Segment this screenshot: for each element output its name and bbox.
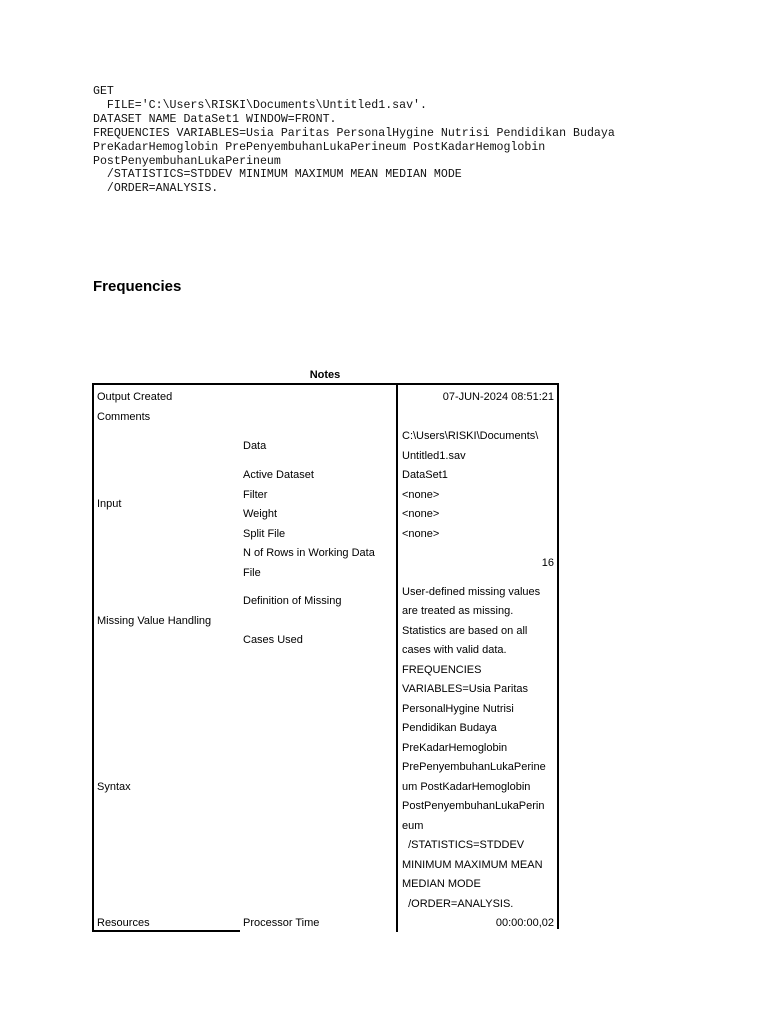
value-cases-used: cases with valid data.: [402, 644, 507, 656]
syntax-line: /ORDER=ANALYSIS.: [93, 182, 219, 196]
syntax-log: [93, 85, 615, 196]
value-syntax-line: MEDIAN MODE: [402, 878, 481, 890]
value-definition-of-missing: are treated as missing.: [402, 605, 514, 617]
value-syntax-line: /STATISTICS=STDDEV: [402, 839, 525, 851]
value-cases-used: Statistics are based on all: [402, 625, 528, 637]
value-processor-time: 00:00:00,02: [495, 917, 554, 929]
row-subheader-active-dataset: Active Dataset: [243, 469, 314, 481]
value-syntax-line: VARIABLES=Usia Paritas: [402, 683, 529, 695]
syntax-line: /STATISTICS=STDDEV MINIMUM MAXIMUM MEAN MEDIAN MODE: [93, 168, 462, 182]
row-subheader-cases-used: Cases Used: [243, 634, 303, 646]
value-syntax-line: PreKadarHemoglobin: [402, 742, 508, 754]
row-subheader-definition-of-missing: Definition of Missing: [243, 595, 342, 607]
row-header-resources: Resources: [97, 917, 150, 929]
value-weight: <none>: [402, 508, 440, 520]
value-syntax-line: Pendidikan Budaya: [402, 722, 497, 734]
syntax-line: GET: [93, 85, 114, 98]
syntax-line: PreKadarHemoglobin PrePenyembuhanLukaPerineum PostKadarHemoglobin: [93, 140, 546, 154]
row-header-input: Input: [97, 498, 122, 510]
value-syntax-line: eum: [402, 820, 424, 832]
notes-table-title: Notes: [309, 369, 341, 381]
syntax-line: FILE='C:\Users\RISKI\Documents\Untitled1.sav'.: [93, 98, 427, 112]
row-subheader-filter: Filter: [243, 489, 268, 501]
row-header-missing-value-handling: Missing Value Handling: [97, 615, 212, 627]
value-syntax-line: PrePenyembuhanLukaPerine: [402, 761, 546, 773]
table-right-border: [557, 383, 559, 929]
value-split-file: <none>: [402, 528, 440, 540]
syntax-line: PostPenyembuhanLukaPerineum: [93, 154, 281, 168]
value-data: Untitled1.sav: [402, 450, 466, 462]
value-n-rows: 16: [541, 557, 554, 569]
row-subheader-split-file: Split File: [243, 528, 286, 540]
value-filter: <none>: [402, 489, 440, 501]
value-syntax-line: /ORDER=ANALYSIS.: [402, 898, 514, 910]
row-subheader-weight: Weight: [243, 508, 278, 520]
notes-table: [92, 383, 559, 932]
row-subheader-n-rows: File: [243, 567, 261, 579]
value-definition-of-missing: User-defined missing values: [402, 586, 541, 598]
row-subheader-n-rows: N of Rows in Working Data: [243, 547, 375, 559]
row-subheader-processor-time: Processor Time: [243, 917, 320, 929]
value-syntax-line: um PostKadarHemoglobin: [402, 781, 531, 793]
value-syntax-line: MINIMUM MAXIMUM MEAN: [402, 859, 543, 871]
syntax-line: FREQUENCIES VARIABLES=Usia Paritas PersonalHygine Nutrisi Pendidikan Budaya: [93, 126, 615, 140]
table-top-border: [92, 383, 559, 385]
row-header-output-created: Output Created: [97, 391, 173, 403]
row-header-syntax: Syntax: [97, 781, 131, 793]
table-left-border: [92, 383, 94, 932]
value-output-created: 07-JUN-2024 08:51:21: [442, 391, 554, 403]
value-syntax-line: PostPenyembuhanLukaPerin: [402, 800, 545, 812]
section-heading: Frequencies: [93, 278, 182, 295]
row-header-comments: Comments: [97, 411, 151, 423]
value-active-dataset: DataSet1: [402, 469, 448, 481]
syntax-line: DATASET NAME DataSet1 WINDOW=FRONT.: [93, 112, 337, 126]
value-syntax-line: FREQUENCIES: [402, 664, 482, 676]
value-data: C:\Users\RISKI\Documents\: [402, 430, 539, 442]
value-syntax-line: PersonalHygine Nutrisi: [402, 703, 514, 715]
row-subheader-data: Data: [243, 440, 267, 452]
table-column-divider: [396, 383, 398, 932]
